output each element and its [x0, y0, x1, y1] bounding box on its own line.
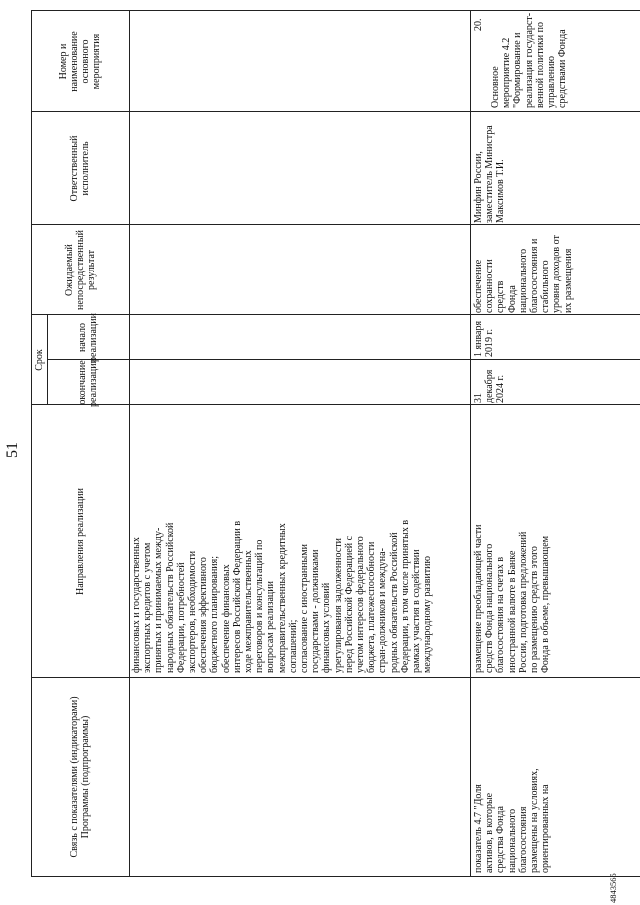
- row-separator: [470, 10, 471, 877]
- column-divider: [31, 111, 640, 112]
- row-executor: Минфин России, заместитель Министра Максимов Т.И.: [473, 125, 507, 223]
- table-left-border: [31, 876, 640, 877]
- header-term-start: начало реализации: [77, 313, 99, 362]
- table-top-border: [31, 10, 32, 877]
- column-divider: [31, 404, 640, 405]
- header-term-end: окончание реализации: [77, 358, 99, 407]
- column-divider: [47, 359, 640, 360]
- row-number: 20.: [473, 18, 484, 31]
- header-number-name: Номер и наименование основного мероприятия: [58, 31, 102, 92]
- row-links: показатель 4.7 "Доля активов, в которые средства Фонда национального благосостояния размещены на условиях, ориентированных на: [473, 768, 552, 873]
- header-bottom-border: [129, 10, 130, 877]
- header-result: Ожидаемый непосредственный результат: [63, 230, 97, 310]
- row-activity-name: Основное мероприятие 4.2 "Формирование и реализация государст- венной политики по управлению средствами Фонда: [490, 12, 569, 108]
- header-directions: Направления реализации: [74, 488, 86, 596]
- row-start-date: 1 января 2019 г.: [473, 320, 496, 357]
- table-right-border: [31, 10, 640, 11]
- page-number: 51: [4, 442, 21, 458]
- column-divider: [31, 224, 640, 225]
- row-directions: размещение преобладающей части средств Фонда национального благосостояния на счетах в иностранной валюте в Банке России, подготовка предложений по размещению средств этого Фонда в объеме, превышающем: [473, 524, 552, 673]
- header-term: Срок: [33, 349, 45, 371]
- directions-continuation-text: финансовых и государственных экспортных кредитов с учетом принятых и принимаемых между- народных обязательств Российской Федерации, потребностей экспортеров, необходимости обеспечения эффективного бюджетного планирования; обеспечение финансовых интересов Российской Федерации в ходе межправительственных переговоров и консультаций по вопросам реализации межправительственных кредитных соглашений; согласование с иностранными государствами - должниками финансовых условий урегулирования задолженности перед Российской Федерацией с учетом интересов федерального бюджета, платежеспособности стран-должников и междуна- родных обязательств Российской Федерации, в том числе принятых в рамках участия в содействии международному развитию: [131, 519, 434, 673]
- document-id: 4843565: [608, 873, 618, 903]
- row-result: обеспечение сохранности средств Фонда национального благосостояния и стабильного уровня доходов от их размещения: [473, 235, 574, 313]
- term-subheader-divider: [47, 315, 48, 405]
- row-end-date: 31 декабря 2024 г.: [473, 369, 507, 403]
- column-divider: [31, 677, 640, 678]
- header-links: Связь с показателями (индикаторами) Программы (подпрограммы): [69, 696, 91, 858]
- column-divider: [31, 314, 640, 315]
- header-executor: Ответственный исполнитель: [69, 135, 91, 202]
